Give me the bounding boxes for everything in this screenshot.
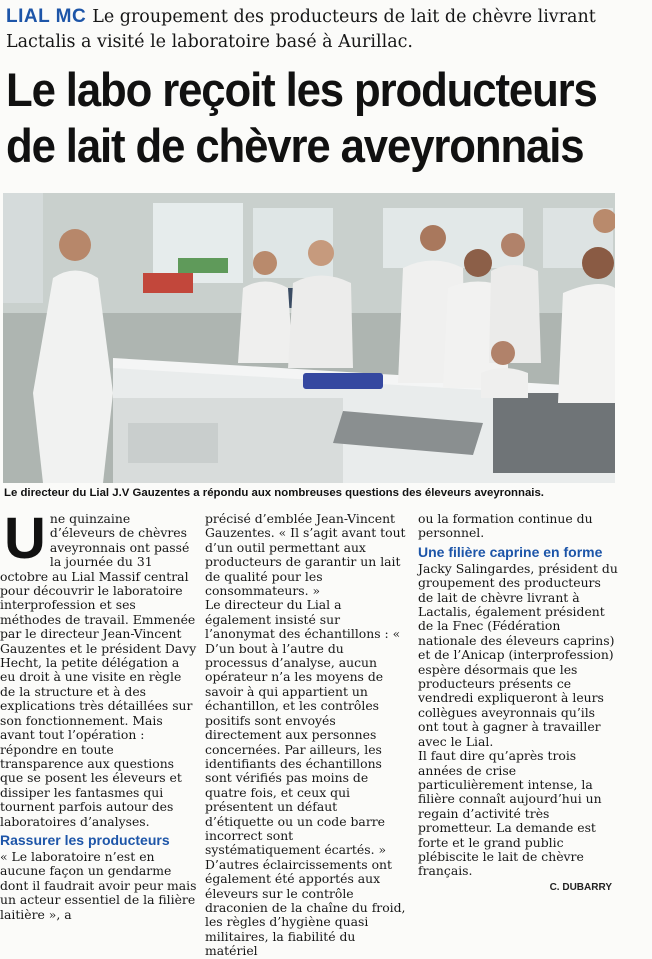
article-column-2 <box>205 512 408 959</box>
section-tag: LIAL MC <box>6 6 87 27</box>
article-column-3 <box>418 512 618 879</box>
article-paragraph: Le directeur du Lial a également insisté sur l’anonymat des échantillons : « D’un bout à l’autre du processus d’analyse, aucun opérateur n’a les moyens de savoir à qui appartient un échantillon, et les contrôles positifs sont envoyés directement aux personnes concernées. Par ailleurs, les identifiants des échantillons sont vérifiés pas moins de quatre fois, et ceux qui présentent un défaut d’étiquette ou un code barre incorrect sont systématiquement écartés. » D’autres éclaircissements ont également été apportés aux éleveurs sur le contrôle draconien de la chaîne du froid, les règles d’hygiène quasi militaires, la fiabilité du matériel <box>205 597 406 959</box>
article-paragraph: précisé d’emblée Jean-Vincent Gauzentes. « Il s’agit avant tout d’un outil permettant aux producteurs de garantir un lait de qualité pour les consommateurs. » <box>205 511 406 599</box>
headline-line-1: Le labo reçoit les producteurs <box>6 63 597 116</box>
article-photo <box>3 193 615 483</box>
article-paragraph: Jacky Salingardes, président du groupement des producteurs de lait de chèvre livrant à Lactalis, également président de la Fnec (Fédération nationale des éleveurs caprins) et de l’Anicap (interprofession) espère désormais que les producteurs présents ce vendredi expliqueront à leurs collègues aveyronnais qu’ils ont tout à gagner à travailler avec le Lial. <box>418 560 618 749</box>
kicker-text: Le groupement des producteurs de lait de chèvre livrant Lactalis a visité le laboratoire basé à Aurillac. <box>6 7 596 52</box>
subheading-rassurer: Rassurer les producteurs <box>0 831 170 848</box>
headline <box>6 62 601 174</box>
article-paragraph: ou la formation continue du personnel. <box>418 511 593 541</box>
kicker <box>6 4 638 55</box>
article-column-1 <box>0 506 197 922</box>
article-paragraph: ne quinzaine d’éleveurs de chèvres aveyronnais ont passé la journée du 31 octobre au Lial Massif central pour découvrir le laboratoire interprofession et ses méthodes de travail. Emmenée par le directeur Jean-Vincent Gauzentes et le président Davy Hecht, la petite délégation a eu droit à une visite en règle de la structure et à des explications très détaillées sur son fonctionnement. Mais avant tout l’opération : répondre en toute transparence aux questions que se posent les éleveurs et dissiper les fantasmes qui tournent parfois autour des laboratoires d’analyses. <box>0 511 197 829</box>
subheading-filiere: Une filière caprine en forme <box>418 543 603 560</box>
headline-line-2: de lait de chèvre aveyronnais <box>6 119 584 172</box>
photo-credit: C. DUBARRY <box>549 882 612 893</box>
article-paragraph: Il faut dire qu’après trois années de crise particulièrement intense, la filière connaît aujourd’hui un regain d’activité très prometteur. La demande est forte et le grand public plébiscite le lait de chèvre français. <box>418 748 602 879</box>
photo-caption: Le directeur du Lial J.V Gauzentes a répondu aux nombreuses questions des éleveurs aveyronnais. <box>4 487 544 499</box>
lab-visit-photo <box>3 193 615 483</box>
drop-cap: U <box>4 506 46 571</box>
article-paragraph: « Le laboratoire n’est en aucune façon un gendarme dont il faudrait avoir peur mais un acteur essentiel de la filière laitière », a <box>0 848 197 922</box>
